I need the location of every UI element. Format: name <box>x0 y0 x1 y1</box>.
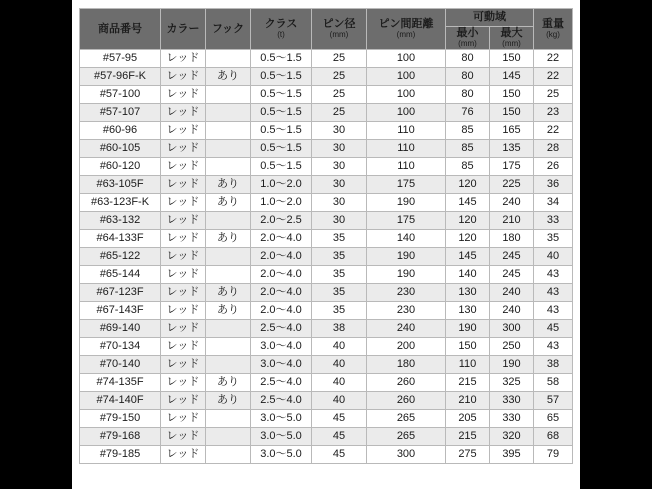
cell-class: 3.0～4.0 <box>251 355 312 373</box>
cell-range-max: 190 <box>490 355 534 373</box>
cell-color: レッド <box>161 391 206 409</box>
cell-hook: あり <box>206 301 251 319</box>
cell-weight: 43 <box>534 337 573 355</box>
header-range-min-label: 最小 <box>456 27 479 39</box>
cell-weight: 43 <box>534 301 573 319</box>
cell-color: レッド <box>161 247 206 265</box>
cell-pin-diameter: 30 <box>312 175 367 193</box>
cell-pin-pitch: 240 <box>367 319 446 337</box>
header-pin-diameter <box>312 9 367 50</box>
cell-class: 2.0～4.0 <box>251 265 312 283</box>
cell-pin-diameter: 30 <box>312 157 367 175</box>
cell-product-code: #60-120 <box>80 157 161 175</box>
table-row <box>80 445 573 463</box>
cell-range-min: 215 <box>446 427 490 445</box>
cell-hook <box>206 157 251 175</box>
cell-pin-diameter: 30 <box>312 211 367 229</box>
cell-range-max: 175 <box>490 157 534 175</box>
cell-product-code: #79-150 <box>80 409 161 427</box>
cell-color: レッド <box>161 193 206 211</box>
header-class-label: クラス <box>264 18 298 30</box>
cell-pin-pitch: 260 <box>367 391 446 409</box>
table-row <box>80 175 573 193</box>
header-class <box>251 9 312 50</box>
cell-pin-diameter: 25 <box>312 85 367 103</box>
cell-weight: 65 <box>534 409 573 427</box>
cell-pin-diameter: 40 <box>312 337 367 355</box>
cell-hook <box>206 409 251 427</box>
table-row <box>80 337 573 355</box>
cell-pin-diameter: 25 <box>312 67 367 85</box>
cell-hook <box>206 139 251 157</box>
header-hook: フック <box>206 9 251 50</box>
cell-color: レッド <box>161 319 206 337</box>
cell-range-max: 240 <box>490 283 534 301</box>
cell-product-code: #57-95 <box>80 49 161 67</box>
cell-range-max: 245 <box>490 265 534 283</box>
cell-weight: 43 <box>534 283 573 301</box>
cell-pin-pitch: 230 <box>367 283 446 301</box>
cell-hook <box>206 265 251 283</box>
cell-range-min: 120 <box>446 175 490 193</box>
cell-product-code: #70-140 <box>80 355 161 373</box>
cell-hook <box>206 337 251 355</box>
cell-range-max: 165 <box>490 121 534 139</box>
cell-product-code: #74-140F <box>80 391 161 409</box>
cell-hook <box>206 445 251 463</box>
cell-product-code: #57-107 <box>80 103 161 121</box>
cell-weight: 40 <box>534 247 573 265</box>
cell-hook: あり <box>206 67 251 85</box>
cell-pin-pitch: 300 <box>367 445 446 463</box>
cell-hook <box>206 247 251 265</box>
cell-pin-diameter: 45 <box>312 409 367 427</box>
table-row <box>80 283 573 301</box>
cell-pin-pitch: 180 <box>367 355 446 373</box>
table-header-row-1 <box>80 9 573 27</box>
cell-class: 3.0～4.0 <box>251 337 312 355</box>
cell-class: 2.5～4.0 <box>251 373 312 391</box>
cell-class: 2.0～4.0 <box>251 301 312 319</box>
cell-class: 0.5～1.5 <box>251 49 312 67</box>
cell-class: 0.5～1.5 <box>251 139 312 157</box>
cell-pin-pitch: 140 <box>367 229 446 247</box>
cell-hook: あり <box>206 175 251 193</box>
cell-weight: 22 <box>534 121 573 139</box>
cell-pin-diameter: 30 <box>312 139 367 157</box>
spec-sheet <box>72 0 580 489</box>
cell-hook <box>206 49 251 67</box>
cell-color: レッド <box>161 373 206 391</box>
cell-range-max: 325 <box>490 373 534 391</box>
cell-hook <box>206 103 251 121</box>
cell-range-max: 225 <box>490 175 534 193</box>
header-range-max-unit: (mm) <box>502 39 521 49</box>
cell-hook: あり <box>206 193 251 211</box>
cell-color: レッド <box>161 121 206 139</box>
cell-pin-diameter: 25 <box>312 49 367 67</box>
cell-pin-pitch: 100 <box>367 103 446 121</box>
cell-hook <box>206 211 251 229</box>
cell-hook <box>206 355 251 373</box>
table-row <box>80 139 573 157</box>
table-row <box>80 67 573 85</box>
table-row <box>80 391 573 409</box>
cell-pin-pitch: 200 <box>367 337 446 355</box>
cell-class: 0.5～1.5 <box>251 85 312 103</box>
cell-color: レッド <box>161 103 206 121</box>
cell-pin-pitch: 190 <box>367 265 446 283</box>
cell-pin-pitch: 260 <box>367 373 446 391</box>
table-row <box>80 319 573 337</box>
cell-pin-pitch: 100 <box>367 85 446 103</box>
cell-color: レッド <box>161 229 206 247</box>
cell-range-min: 130 <box>446 283 490 301</box>
table-row <box>80 247 573 265</box>
header-pin-pitch-unit: (mm) <box>396 30 416 40</box>
cell-color: レッド <box>161 283 206 301</box>
cell-product-code: #79-168 <box>80 427 161 445</box>
header-range-max-label: 最大 <box>500 27 523 39</box>
table-row <box>80 157 573 175</box>
table-row <box>80 301 573 319</box>
cell-weight: 26 <box>534 157 573 175</box>
cell-pin-diameter: 30 <box>312 121 367 139</box>
cell-weight: 79 <box>534 445 573 463</box>
cell-color: レッド <box>161 157 206 175</box>
cell-product-code: #57-100 <box>80 85 161 103</box>
cell-pin-pitch: 175 <box>367 175 446 193</box>
cell-pin-diameter: 30 <box>312 193 367 211</box>
cell-class: 1.0～2.0 <box>251 175 312 193</box>
table-row <box>80 409 573 427</box>
cell-color: レッド <box>161 445 206 463</box>
cell-pin-pitch: 110 <box>367 157 446 175</box>
cell-weight: 34 <box>534 193 573 211</box>
cell-weight: 25 <box>534 85 573 103</box>
cell-range-max: 150 <box>490 49 534 67</box>
cell-range-max: 240 <box>490 193 534 211</box>
cell-weight: 57 <box>534 391 573 409</box>
cell-range-max: 330 <box>490 391 534 409</box>
cell-product-code: #67-143F <box>80 301 161 319</box>
cell-hook: あり <box>206 283 251 301</box>
header-class-unit: (t) <box>277 30 285 40</box>
cell-class: 2.0～2.5 <box>251 211 312 229</box>
header-range-min <box>446 27 490 50</box>
table-row <box>80 229 573 247</box>
cell-color: レッド <box>161 85 206 103</box>
cell-hook <box>206 427 251 445</box>
cell-product-code: #63-123F-K <box>80 193 161 211</box>
cell-color: レッド <box>161 265 206 283</box>
cell-color: レッド <box>161 211 206 229</box>
cell-range-min: 85 <box>446 139 490 157</box>
cell-range-max: 150 <box>490 85 534 103</box>
cell-range-min: 205 <box>446 409 490 427</box>
cell-range-min: 130 <box>446 301 490 319</box>
cell-class: 2.0～4.0 <box>251 229 312 247</box>
cell-product-code: #63-132 <box>80 211 161 229</box>
cell-pin-diameter: 35 <box>312 265 367 283</box>
table-row <box>80 103 573 121</box>
cell-weight: 28 <box>534 139 573 157</box>
cell-class: 0.5～1.5 <box>251 103 312 121</box>
cell-product-code: #67-123F <box>80 283 161 301</box>
cell-range-max: 300 <box>490 319 534 337</box>
cell-product-code: #65-122 <box>80 247 161 265</box>
cell-pin-diameter: 45 <box>312 445 367 463</box>
header-range-min-unit: (mm) <box>458 39 477 49</box>
cell-class: 2.5～4.0 <box>251 391 312 409</box>
cell-weight: 22 <box>534 49 573 67</box>
cell-weight: 38 <box>534 355 573 373</box>
cell-hook: あり <box>206 229 251 247</box>
cell-range-max: 250 <box>490 337 534 355</box>
cell-range-min: 85 <box>446 157 490 175</box>
cell-weight: 58 <box>534 373 573 391</box>
header-pin-diameter-label: ピン径 <box>322 18 356 30</box>
table-header <box>80 9 573 50</box>
cell-pin-diameter: 40 <box>312 373 367 391</box>
cell-weight: 36 <box>534 175 573 193</box>
cell-product-code: #57-96F-K <box>80 67 161 85</box>
cell-color: レッド <box>161 355 206 373</box>
cell-color: レッド <box>161 337 206 355</box>
cell-range-max: 210 <box>490 211 534 229</box>
cell-range-min: 275 <box>446 445 490 463</box>
cell-pin-pitch: 190 <box>367 247 446 265</box>
cell-range-max: 320 <box>490 427 534 445</box>
cell-product-code: #63-105F <box>80 175 161 193</box>
cell-color: レッド <box>161 427 206 445</box>
header-color: カラー <box>161 9 206 50</box>
cell-range-min: 76 <box>446 103 490 121</box>
cell-product-code: #74-135F <box>80 373 161 391</box>
table-row <box>80 211 573 229</box>
cell-pin-pitch: 100 <box>367 67 446 85</box>
header-product-code: 商品番号 <box>80 9 161 50</box>
header-pin-pitch <box>367 9 446 50</box>
cell-range-max: 180 <box>490 229 534 247</box>
cell-range-min: 215 <box>446 373 490 391</box>
table-row <box>80 265 573 283</box>
cell-range-max: 330 <box>490 409 534 427</box>
cell-pin-diameter: 35 <box>312 301 367 319</box>
cell-pin-pitch: 110 <box>367 139 446 157</box>
cell-range-max: 135 <box>490 139 534 157</box>
specification-table <box>79 8 573 464</box>
cell-class: 3.0～5.0 <box>251 427 312 445</box>
cell-range-max: 145 <box>490 67 534 85</box>
cell-class: 2.5～4.0 <box>251 319 312 337</box>
cell-pin-pitch: 265 <box>367 427 446 445</box>
cell-pin-diameter: 25 <box>312 103 367 121</box>
cell-hook <box>206 319 251 337</box>
cell-pin-pitch: 230 <box>367 301 446 319</box>
cell-color: レッド <box>161 49 206 67</box>
cell-color: レッド <box>161 301 206 319</box>
cell-color: レッド <box>161 67 206 85</box>
cell-range-min: 140 <box>446 265 490 283</box>
cell-class: 2.0～4.0 <box>251 247 312 265</box>
cell-range-min: 80 <box>446 49 490 67</box>
cell-color: レッド <box>161 409 206 427</box>
cell-pin-diameter: 35 <box>312 247 367 265</box>
cell-range-max: 245 <box>490 247 534 265</box>
cell-pin-diameter: 35 <box>312 229 367 247</box>
cell-range-min: 145 <box>446 247 490 265</box>
header-weight-label: 重量 <box>542 18 564 30</box>
table-row <box>80 49 573 67</box>
cell-class: 0.5～1.5 <box>251 67 312 85</box>
table-row <box>80 121 573 139</box>
cell-pin-diameter: 38 <box>312 319 367 337</box>
cell-pin-pitch: 110 <box>367 121 446 139</box>
table-body <box>80 49 573 463</box>
cell-range-min: 210 <box>446 391 490 409</box>
cell-range-min: 150 <box>446 337 490 355</box>
cell-range-min: 85 <box>446 121 490 139</box>
cell-pin-pitch: 265 <box>367 409 446 427</box>
table-row <box>80 193 573 211</box>
cell-pin-diameter: 45 <box>312 427 367 445</box>
table-row <box>80 85 573 103</box>
cell-weight: 22 <box>534 67 573 85</box>
cell-pin-diameter: 40 <box>312 355 367 373</box>
cell-hook <box>206 85 251 103</box>
cell-color: レッド <box>161 139 206 157</box>
cell-hook: あり <box>206 391 251 409</box>
cell-range-min: 120 <box>446 211 490 229</box>
cell-product-code: #79-185 <box>80 445 161 463</box>
cell-class: 1.0～2.0 <box>251 193 312 211</box>
cell-product-code: #60-105 <box>80 139 161 157</box>
cell-weight: 23 <box>534 103 573 121</box>
cell-pin-diameter: 40 <box>312 391 367 409</box>
table-row <box>80 355 573 373</box>
cell-pin-diameter: 35 <box>312 283 367 301</box>
header-pin-diameter-unit: (mm) <box>329 30 349 40</box>
cell-hook <box>206 121 251 139</box>
cell-range-max: 395 <box>490 445 534 463</box>
header-pin-pitch-label: ピン間距離 <box>378 18 434 30</box>
cell-product-code: #70-134 <box>80 337 161 355</box>
cell-weight: 35 <box>534 229 573 247</box>
cell-product-code: #60-96 <box>80 121 161 139</box>
cell-product-code: #65-144 <box>80 265 161 283</box>
cell-class: 0.5～1.5 <box>251 157 312 175</box>
cell-color: レッド <box>161 175 206 193</box>
table-row <box>80 373 573 391</box>
cell-weight: 68 <box>534 427 573 445</box>
cell-range-min: 80 <box>446 85 490 103</box>
cell-range-max: 150 <box>490 103 534 121</box>
cell-range-min: 120 <box>446 229 490 247</box>
cell-pin-pitch: 190 <box>367 193 446 211</box>
cell-class: 3.0～5.0 <box>251 445 312 463</box>
header-range-max <box>490 27 534 50</box>
cell-class: 2.0～4.0 <box>251 283 312 301</box>
cell-pin-pitch: 175 <box>367 211 446 229</box>
table-row <box>80 427 573 445</box>
cell-pin-pitch: 100 <box>367 49 446 67</box>
cell-range-min: 190 <box>446 319 490 337</box>
cell-class: 3.0～5.0 <box>251 409 312 427</box>
cell-range-min: 80 <box>446 67 490 85</box>
cell-weight: 43 <box>534 265 573 283</box>
cell-product-code: #64-133F <box>80 229 161 247</box>
cell-weight: 33 <box>534 211 573 229</box>
header-range-group: 可動域 <box>446 9 534 27</box>
cell-range-min: 145 <box>446 193 490 211</box>
header-weight <box>534 9 573 50</box>
cell-weight: 45 <box>534 319 573 337</box>
header-weight-unit: (kg) <box>546 30 560 40</box>
cell-product-code: #69-140 <box>80 319 161 337</box>
cell-hook: あり <box>206 373 251 391</box>
cell-range-max: 240 <box>490 301 534 319</box>
cell-class: 0.5～1.5 <box>251 121 312 139</box>
cell-range-min: 110 <box>446 355 490 373</box>
